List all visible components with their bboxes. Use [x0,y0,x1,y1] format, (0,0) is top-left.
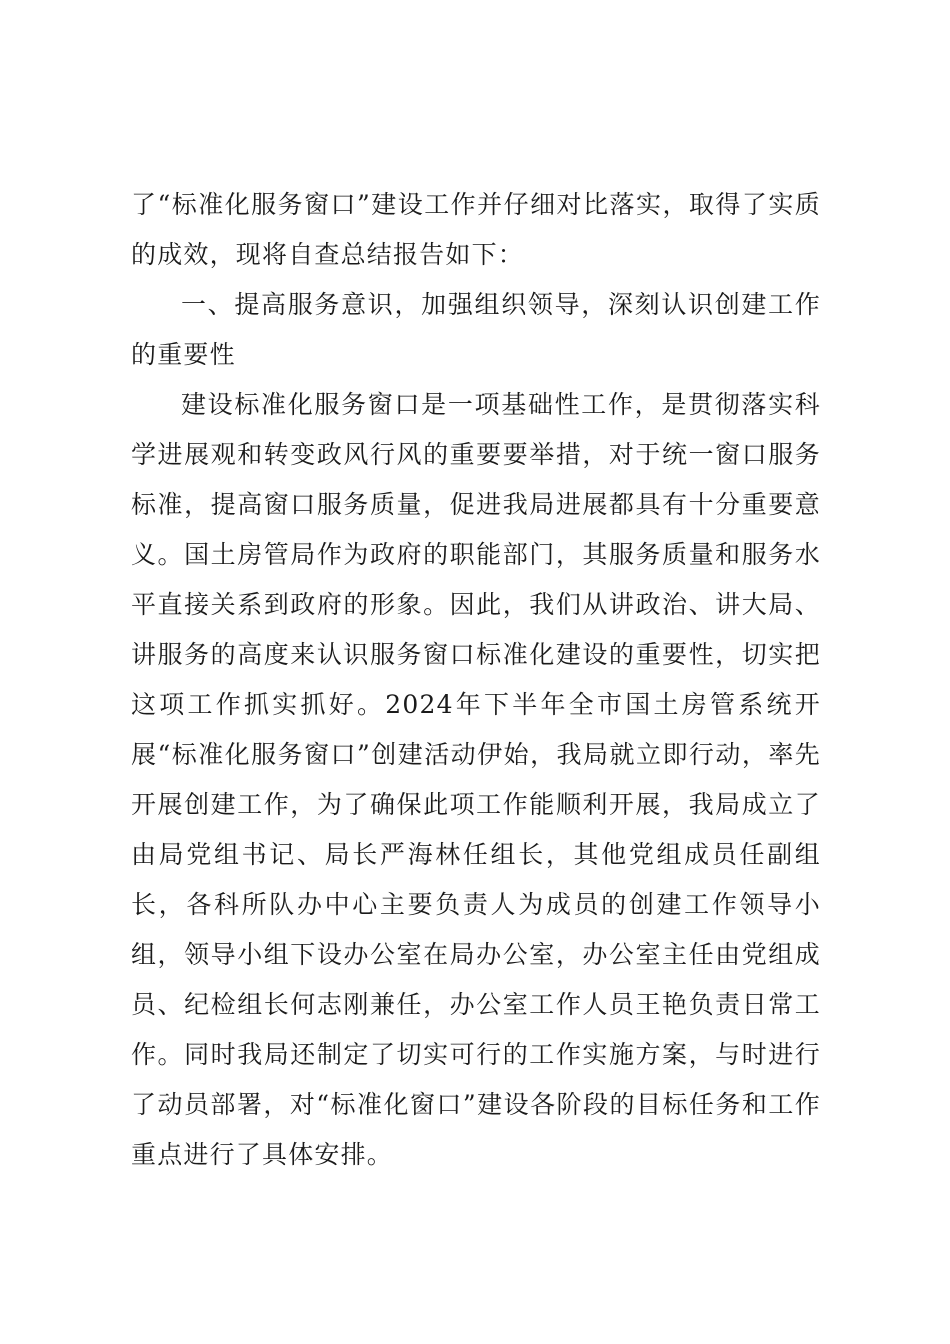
intro-paragraph: 了“标准化服务窗口”建设工作并仔细对比落实，取得了实质的成效，现将自查总结报告如下： [131,190,821,269]
document-body [131,180,821,1180]
section-heading: 一、提高服务意识，加强组织领导，深刻认识创建工作的重要性 [131,290,821,369]
body-paragraph: 建设标准化服务窗口是一项基础性工作，是贯彻落实科学进展观和转变政风行风的重要要举措，对于统一窗口服务标准，提高窗口服务质量，促进我局进展都具有十分重要意义。国土房管局作为政府的职能部门，其服务质量和服务水平直接关系到政府的形象。因此，我们从讲政治、讲大局、讲服务的高度来认识服务窗口标准化建设的重要性，切实把这项工作抓实抓好。2024年下半年全市国土房管系统开展“标准化服务窗口”创建活动伊始，我局就立即行动，率先开展创建工作，为了确保此项工作能顺利开展，我局成立了由局党组书记、局长严海林任组长，其他党组成员任副组长，各科所队办中心主要负责人为成员的创建工作领导小组，领导小组下设办公室在局办公室，办公室主任由党组成员、纪检组长何志刚兼任，办公室工作人员王艳负责日常工作。同时我局还制定了切实可行的工作实施方案，与时进行了动员部署，对“标准化窗口”建设各阶段的目标任务和工作重点进行了具体安排。 [131,390,821,1169]
